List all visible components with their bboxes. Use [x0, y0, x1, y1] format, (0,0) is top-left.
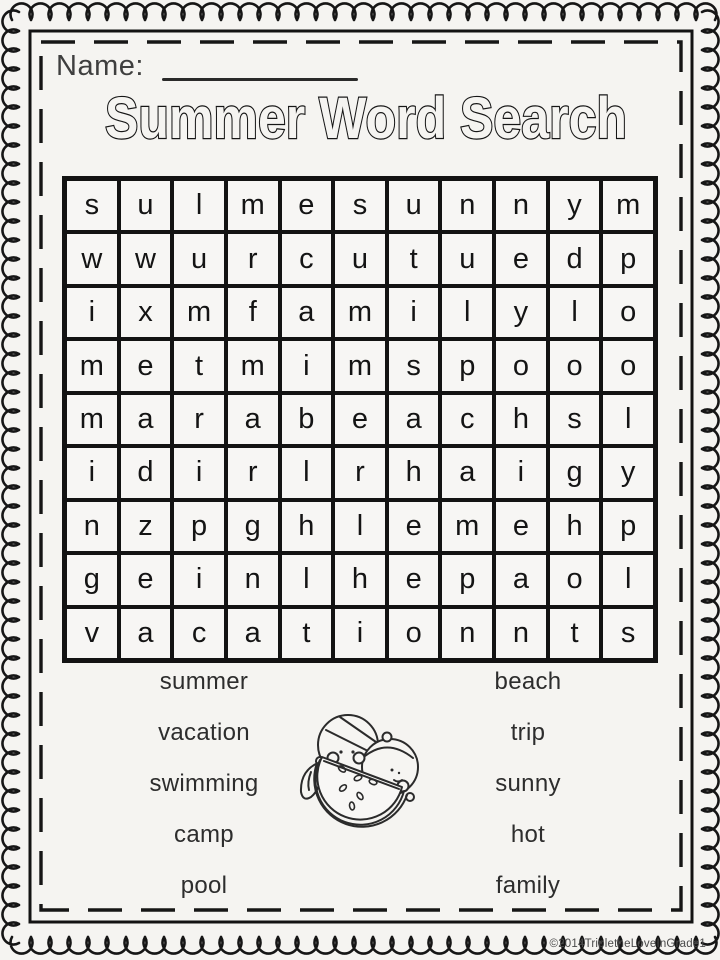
- grid-cell: l: [440, 286, 494, 339]
- grid-cell: e: [387, 553, 441, 606]
- grid-cell: n: [440, 607, 494, 660]
- grid-cell: u: [440, 232, 494, 285]
- grid-cell: m: [65, 393, 119, 446]
- kids-sharing-watermelon-illustration: [280, 700, 450, 840]
- cap-pom: [383, 733, 392, 742]
- grid-cell: v: [65, 607, 119, 660]
- grid-cell: i: [494, 446, 548, 499]
- grid-cell: i: [65, 286, 119, 339]
- grid-cell: e: [119, 553, 173, 606]
- grid-cell: a: [119, 393, 173, 446]
- grid-cell: h: [333, 553, 387, 606]
- grid-cell: o: [548, 553, 602, 606]
- grid-cell: i: [172, 553, 226, 606]
- grid-cell: i: [387, 286, 441, 339]
- grid-cell: d: [119, 446, 173, 499]
- grid-cell: u: [333, 232, 387, 285]
- grid-cell: e: [494, 500, 548, 553]
- grid-cell: a: [226, 393, 280, 446]
- copyright-text: ©2014TripletheLoveInGrade1: [549, 938, 706, 950]
- grid-cell: a: [226, 607, 280, 660]
- grid-cell: s: [601, 607, 655, 660]
- grid-cell: n: [494, 179, 548, 232]
- grid-cell: s: [387, 339, 441, 392]
- grid-cell: o: [387, 607, 441, 660]
- word-bank-item: sunny: [495, 770, 561, 797]
- grid-cell: s: [65, 179, 119, 232]
- grid-cell: p: [172, 500, 226, 553]
- grid-cell: u: [387, 179, 441, 232]
- grid-cell: o: [601, 339, 655, 392]
- grid-cell: m: [226, 179, 280, 232]
- grid-cell: l: [601, 393, 655, 446]
- grid-cell: a: [280, 286, 334, 339]
- grid-cell: w: [119, 232, 173, 285]
- grid-cell: m: [333, 286, 387, 339]
- word-list-left: [124, 666, 284, 921]
- word-bank-item: vacation: [158, 719, 250, 746]
- grid-cell: h: [280, 500, 334, 553]
- grid-cell: b: [280, 393, 334, 446]
- grid-cell: s: [333, 179, 387, 232]
- grid-cell: o: [601, 286, 655, 339]
- grid-cell: n: [494, 607, 548, 660]
- grid-cell: p: [601, 232, 655, 285]
- grid-cell: l: [172, 179, 226, 232]
- grid-cell: d: [548, 232, 602, 285]
- word-bank-item: trip: [510, 719, 546, 746]
- name-label: Name:: [56, 50, 144, 82]
- grid-cell: a: [494, 553, 548, 606]
- grid-cell: n: [65, 500, 119, 553]
- grid-cell: y: [548, 179, 602, 232]
- grid-cell: x: [119, 286, 173, 339]
- word-bank-item: pool: [180, 872, 228, 899]
- grid-cell: p: [440, 553, 494, 606]
- grid-cell: r: [226, 446, 280, 499]
- grid-cell: y: [601, 446, 655, 499]
- grid-cell: u: [119, 179, 173, 232]
- grid-cell: l: [333, 500, 387, 553]
- grid-cell: a: [119, 607, 173, 660]
- grid-cell: i: [172, 446, 226, 499]
- grid-cell: m: [172, 286, 226, 339]
- grid-cell: e: [119, 339, 173, 392]
- grid-cell: t: [280, 607, 334, 660]
- word-bank-item: hot: [510, 821, 546, 848]
- grid-cell: e: [333, 393, 387, 446]
- grid-cell: o: [548, 339, 602, 392]
- grid-cell: h: [387, 446, 441, 499]
- word-bank-item: summer: [159, 668, 249, 695]
- word-bank-item: swimming: [149, 770, 259, 797]
- grid-cell: c: [440, 393, 494, 446]
- grid-cell: l: [548, 286, 602, 339]
- word-grid: [62, 176, 658, 663]
- grid-cell: l: [601, 553, 655, 606]
- grid-cell: i: [65, 446, 119, 499]
- grid-cell: s: [548, 393, 602, 446]
- grid-cell: i: [333, 607, 387, 660]
- grid-cell: m: [333, 339, 387, 392]
- grid-cell: t: [172, 339, 226, 392]
- grid-cell: t: [548, 607, 602, 660]
- girl-hand: [354, 753, 365, 764]
- grid-cell: l: [280, 553, 334, 606]
- grid-cell: m: [65, 339, 119, 392]
- grid-cell: y: [494, 286, 548, 339]
- grid-cell: g: [226, 500, 280, 553]
- page-title-art: [0, 78, 720, 156]
- grid-cell: h: [494, 393, 548, 446]
- grid-cell: n: [440, 179, 494, 232]
- grid-cell: w: [65, 232, 119, 285]
- grid-cell: p: [440, 339, 494, 392]
- grid-cell: p: [601, 500, 655, 553]
- grid-cell: z: [119, 500, 173, 553]
- grid-cell: n: [226, 553, 280, 606]
- grid-cell: c: [172, 607, 226, 660]
- grid-cell: e: [280, 179, 334, 232]
- word-list-right: [448, 666, 608, 921]
- grid-cell: r: [333, 446, 387, 499]
- grid-cell: i: [280, 339, 334, 392]
- word-bank-item: beach: [494, 668, 562, 695]
- grid-cell: r: [172, 393, 226, 446]
- word-bank-item: camp: [174, 821, 234, 848]
- grid-cell: m: [601, 179, 655, 232]
- grid-cell: m: [226, 339, 280, 392]
- grid-cell: a: [440, 446, 494, 499]
- grid-cell: g: [65, 553, 119, 606]
- grid-cell: r: [226, 232, 280, 285]
- grid-cell: o: [494, 339, 548, 392]
- word-bank-item: family: [495, 872, 561, 899]
- grid-cell: a: [387, 393, 441, 446]
- page-title: Summer Word Search: [105, 86, 627, 151]
- grid-cell: t: [387, 232, 441, 285]
- grid-cell: h: [548, 500, 602, 553]
- grid-cell: u: [172, 232, 226, 285]
- grid-cell: e: [494, 232, 548, 285]
- grid-cell: l: [280, 446, 334, 499]
- grid-cell: c: [280, 232, 334, 285]
- grid-cell: m: [440, 500, 494, 553]
- grid-cell: f: [226, 286, 280, 339]
- grid-cell: e: [387, 500, 441, 553]
- grid-cell: g: [548, 446, 602, 499]
